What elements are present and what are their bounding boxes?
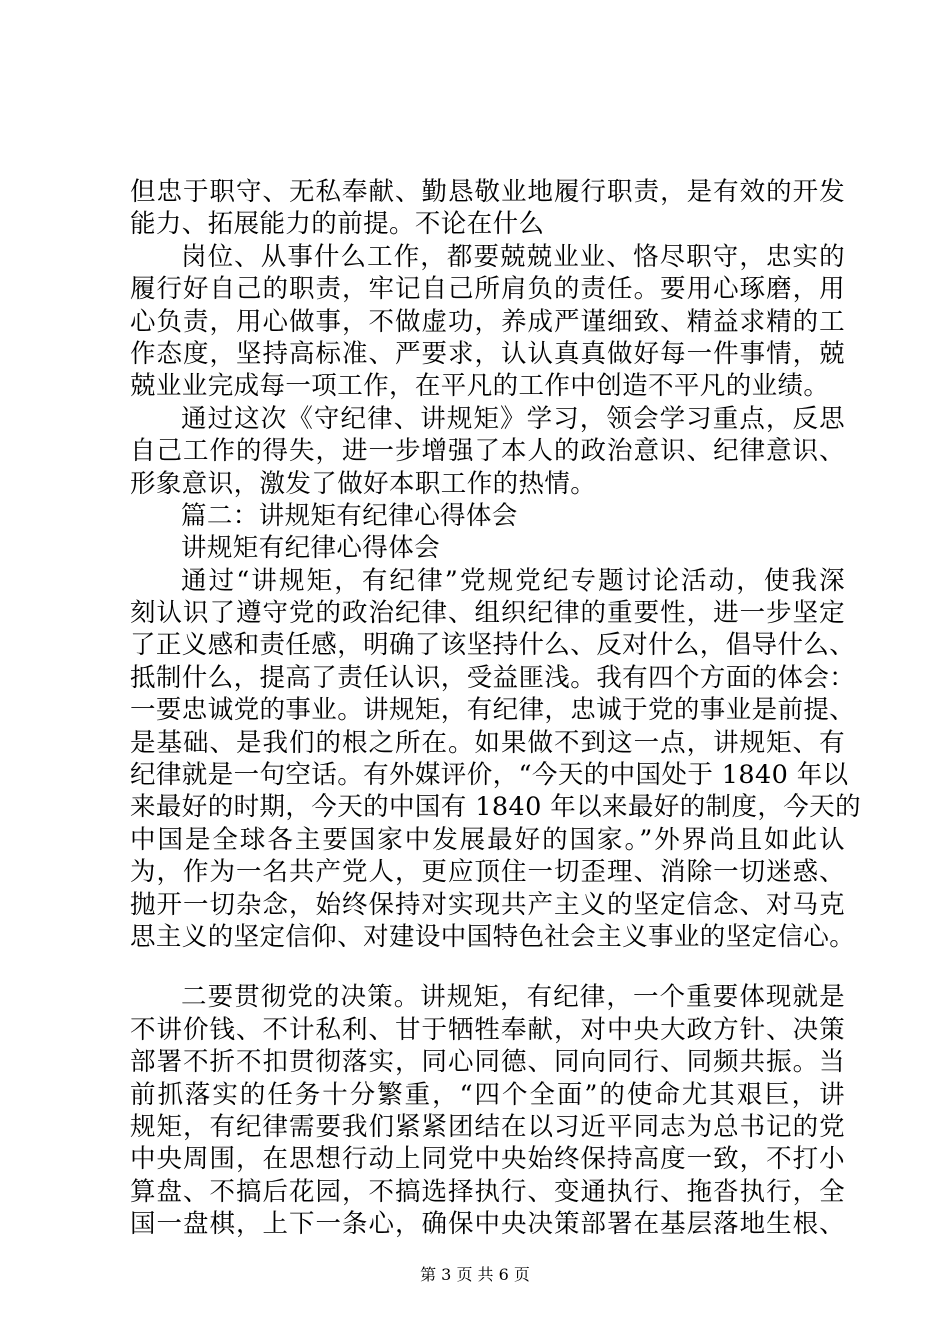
- paragraph-3: [130, 403, 845, 500]
- text-line: 形象意识，激发了做好本职工作的热情。: [130, 468, 597, 499]
- text-line: 纪律就是一句空话。有外媒评价，“今天的中国处于 1840 年以: [130, 760, 849, 791]
- text-line: 是基础、是我们的根之所在。如果做不到这一点，讲规矩、有: [130, 727, 845, 758]
- paragraph-1: [130, 176, 845, 241]
- text-line: 抵制什么，提高了责任认识，受益匪浅。我有四个方面的体会：: [130, 662, 856, 693]
- text-line: 心负责，用心做事，不做虚功，养成严谨细致、精益求精的工: [130, 306, 845, 337]
- text-line: 中国是全球各主要国家中发展最好的国家。”外界尚且如此认: [130, 824, 845, 855]
- text-line: 来最好的时期，今天的中国有 1840 年以来最好的制度，今天的: [130, 792, 862, 823]
- paragraph-4: [130, 565, 862, 954]
- text-line: 国一盘棋，上下一条心，确保中央决策部署在基层落地生根、: [130, 1209, 845, 1240]
- text-line: 中央周围，在思想行动上同党中央始终保持高度一致，不打小: [130, 1144, 845, 1175]
- text-line: 思主义的坚定信仰、对建设中国特色社会主义事业的坚定信心。: [130, 921, 856, 952]
- text-line: 刻认识了遵守党的政治纪律、组织纪律的重要性，进一步坚定: [130, 598, 845, 629]
- document-body: [130, 176, 862, 1241]
- text-line: 兢业业完成每一项工作，在平凡的工作中创造不平凡的业绩。: [130, 371, 830, 402]
- text-line: 前抓落实的任务十分繁重，“四个全面”的使命尤其艰巨，讲: [130, 1079, 845, 1110]
- text-line: 算盘、不搞后花园，不搞选择执行、变通执行、拖沓执行，全: [130, 1176, 845, 1207]
- text-line: 通过“讲规矩，有纪律”党规党纪专题讨论活动，使我深: [181, 565, 845, 596]
- paragraph-spacer: [130, 953, 845, 981]
- section-heading: 篇二：讲规矩有纪律心得体会: [181, 500, 518, 531]
- article-title: 讲规矩有纪律心得体会: [181, 533, 441, 564]
- text-line: 了正义感和责任感，明确了该坚持什么、反对什么，倡导什么、: [130, 630, 856, 661]
- text-line: 部署不折不扣贯彻落实，同心同德、同向同行、同频共振。当: [130, 1047, 845, 1078]
- text-line: 自己工作的得失，进一步增强了本人的政治意识、纪律意识、: [130, 436, 845, 467]
- text-line: 不讲价钱、不计私利、甘于牺牲奉献，对中央大政方针、决策: [130, 1014, 845, 1045]
- page-number-footer: 第 3 页 共 6 页: [420, 1265, 530, 1284]
- text-line: 通过这次《守纪律、讲规矩》学习，领会学习重点，反思: [181, 403, 845, 434]
- text-line: 作态度，坚持高标准、严要求，认认真真做好每一件事情，兢: [130, 338, 845, 369]
- text-line: 但忠于职守、无私奉献、勤恳敬业地履行职责，是有效的开发: [130, 177, 845, 207]
- paragraph-5: [130, 981, 845, 1240]
- text-line: 能力、拓展能力的前提。不论在什么: [130, 209, 545, 240]
- text-line: 一要忠诚党的事业。讲规矩，有纪律，忠诚于党的事业是前提、: [130, 695, 856, 726]
- text-line: 为，作为一名共产党人，更应顶住一切歪理、消除一切迷惑、: [130, 857, 845, 888]
- text-line: 规矩，有纪律需要我们紧紧团结在以习近平同志为总书记的党: [130, 1111, 845, 1142]
- text-line: 岗位、从事什么工作，都要兢兢业业、恪尽职守，忠实的: [181, 241, 845, 272]
- paragraph-2: [130, 241, 845, 403]
- text-line: 抛开一切杂念，始终保持对实现共产主义的坚定信念、对马克: [130, 889, 845, 920]
- text-line: 履行好自己的职责，牢记自己所肩负的责任。要用心琢磨，用: [130, 274, 845, 305]
- text-line: 二要贯彻党的决策。讲规矩，有纪律，一个重要体现就是: [181, 982, 845, 1013]
